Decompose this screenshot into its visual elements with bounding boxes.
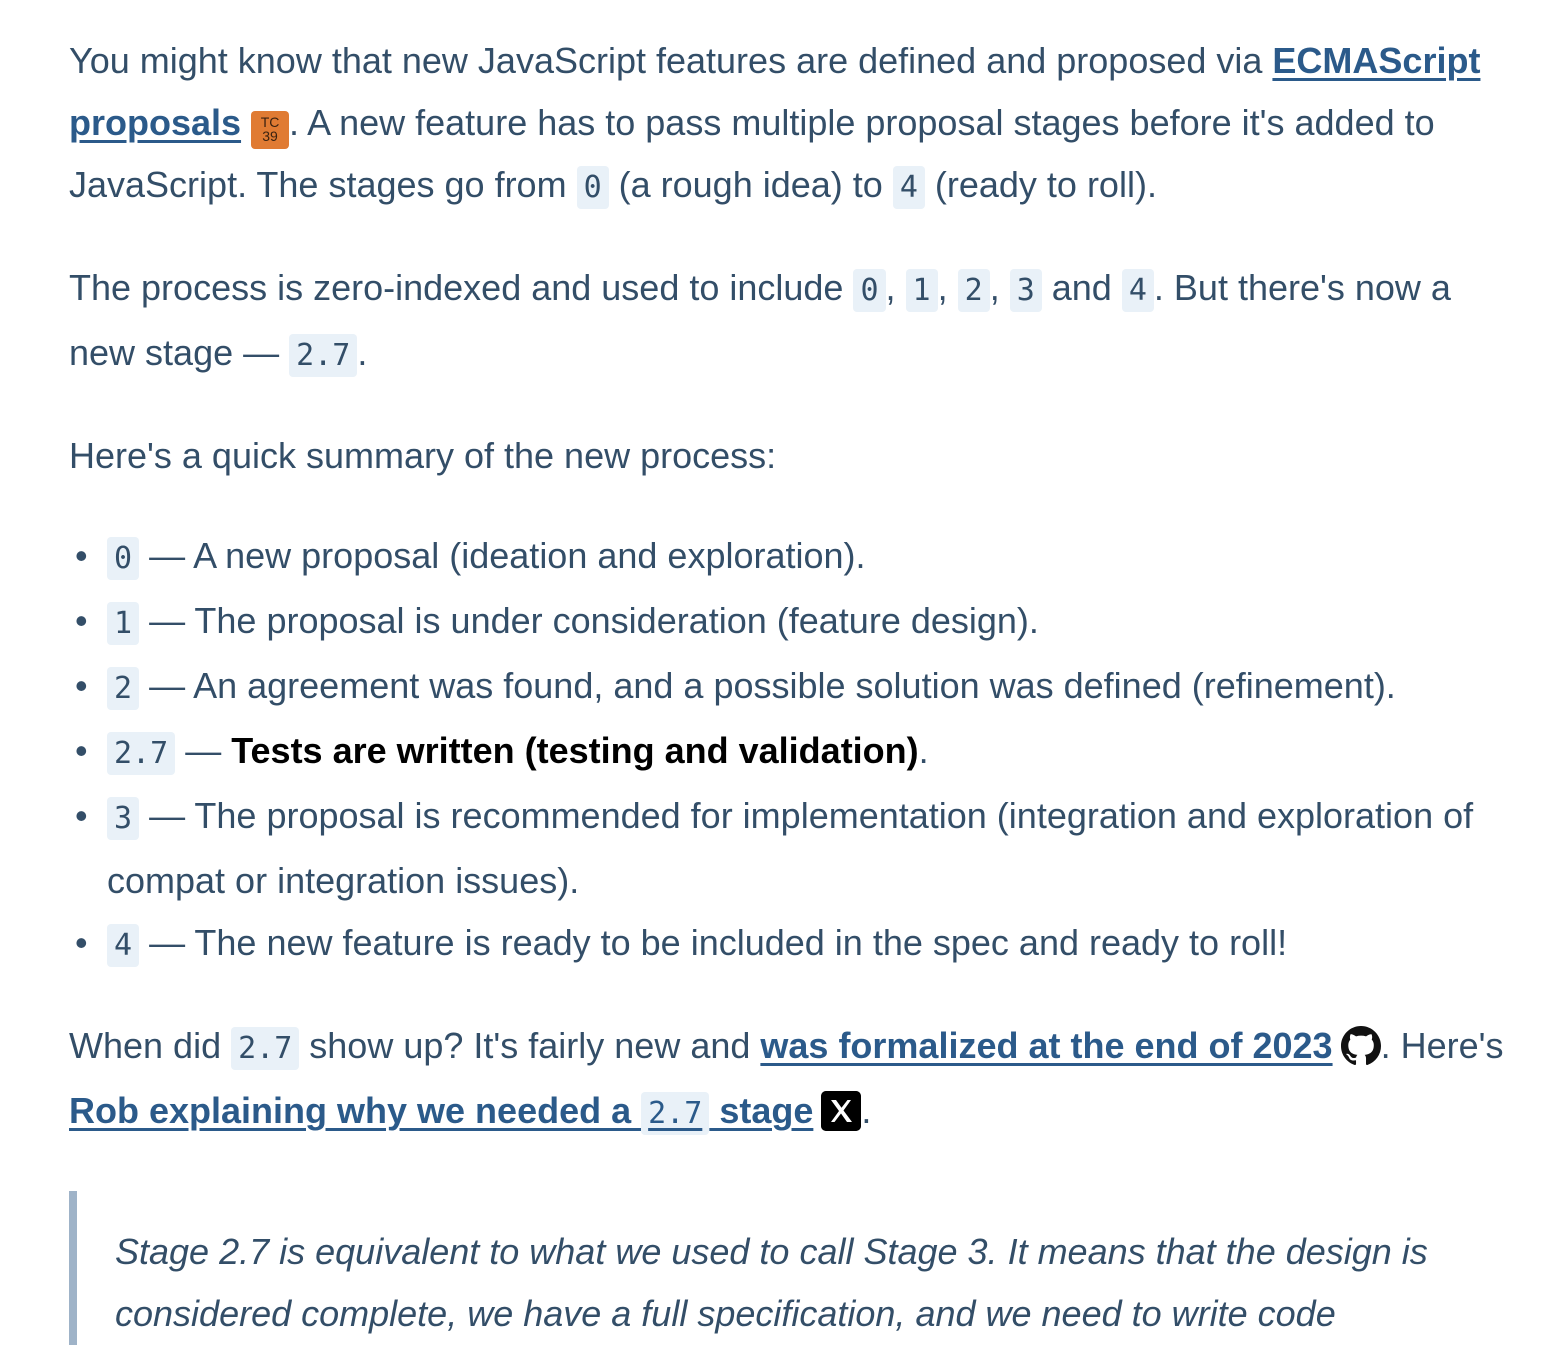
- stage-code: 0: [107, 537, 139, 580]
- github-icon: [1341, 1026, 1381, 1066]
- stage-code: 2: [958, 269, 990, 312]
- rob-explaining-link[interactable]: Rob explaining why we needed a 2.7 stage: [69, 1090, 813, 1131]
- stage-description: The proposal is under consideration (feature design).: [194, 600, 1039, 641]
- bullet: •: [75, 665, 88, 706]
- bullet: •: [75, 535, 88, 576]
- stage-code: 2.7: [641, 1092, 709, 1135]
- list-item: • 4 — The new feature is ready to be included in the spec and ready to roll!: [107, 912, 1509, 977]
- stage-code: 4: [107, 924, 139, 967]
- list-item: • 0 — A new proposal (ideation and exploration).: [107, 525, 1509, 590]
- intro-text-start: You might know that new JavaScript features are defined and proposed via: [69, 40, 1273, 81]
- quote-block: [69, 1191, 1515, 1345]
- stage-code: 2: [107, 667, 139, 710]
- bullet: •: [75, 600, 88, 641]
- article-body: [69, 30, 1509, 1345]
- stage-code: 0: [853, 269, 885, 312]
- stage-description: An agreement was found, and a possible solution was defined (refinement).: [193, 665, 1396, 706]
- bullet: •: [75, 730, 88, 771]
- stage-code: 1: [906, 269, 938, 312]
- ecmascript-proposals-link[interactable]: ECMAScript proposals: [69, 40, 1481, 143]
- bullet: •: [75, 922, 88, 963]
- stage-description: A new proposal (ideation and exploration).: [193, 535, 866, 576]
- formalized-2023-link[interactable]: was formalized at the end of 2023: [760, 1025, 1333, 1066]
- tc39-icon: TC 39: [251, 111, 289, 149]
- stage-code: 4: [1122, 269, 1154, 312]
- stage-description: The new feature is ready to be included in the spec and ready to roll!: [194, 922, 1288, 963]
- list-item: • 1 — The proposal is under consideration (feature design).: [107, 590, 1509, 655]
- stage-description: The proposal is recommended for implementation (integration and exploration of compat or integration issues).: [107, 795, 1474, 901]
- stage-code: 4: [893, 166, 925, 209]
- list-item: • 2.7 — Tests are written (testing and validation).: [107, 720, 1509, 785]
- stage-code: 3: [1010, 269, 1042, 312]
- stage-description-bold: Tests are written (testing and validation): [231, 730, 919, 771]
- stage-code: 2.7: [289, 334, 357, 377]
- intro-text-middle: . A new feature has to pass multiple proposal stages before it's added to JavaScript. The stages go from: [69, 102, 1435, 205]
- stage-list: [69, 525, 1509, 977]
- bullet: •: [75, 795, 88, 836]
- list-item: • 3 — The proposal is recommended for implementation (integration and exploration of compat or integration issues).: [107, 785, 1509, 912]
- intro-paragraph: You might know that new JavaScript features are defined and proposed via ECMAScript proposals TC 39 . A new feature has to pass multiple proposal stages before it's added to JavaScript. The stages go from 0 (a rough idea) to 4 (ready to roll).: [69, 30, 1509, 219]
- stage-code: 1: [107, 602, 139, 645]
- stage-code: 2.7: [107, 732, 175, 775]
- stage-code: 3: [107, 797, 139, 840]
- stage-code: 2.7: [231, 1027, 299, 1070]
- list-item: • 2 — An agreement was found, and a possible solution was defined (refinement).: [107, 655, 1509, 720]
- x-icon: [821, 1091, 861, 1131]
- when-paragraph: When did 2.7 show up? It's fairly new and was formalized at the end of 2023 . Here's Rob explaining why we needed a 2.7 stage .: [69, 1015, 1509, 1145]
- process-paragraph: The process is zero-indexed and used to include 0 , 1 , 2 , 3 and 4 . But there's now a new stage — 2.7 .: [69, 257, 1509, 387]
- stage-code: 0: [577, 166, 609, 209]
- summary-intro: Here's a quick summary of the new process:: [69, 435, 777, 476]
- quote-text: Stage 2.7 is equivalent to what we used to call Stage 3. It means that the design is considered complete, we have a full specification, and we need to write code: [115, 1231, 1428, 1334]
